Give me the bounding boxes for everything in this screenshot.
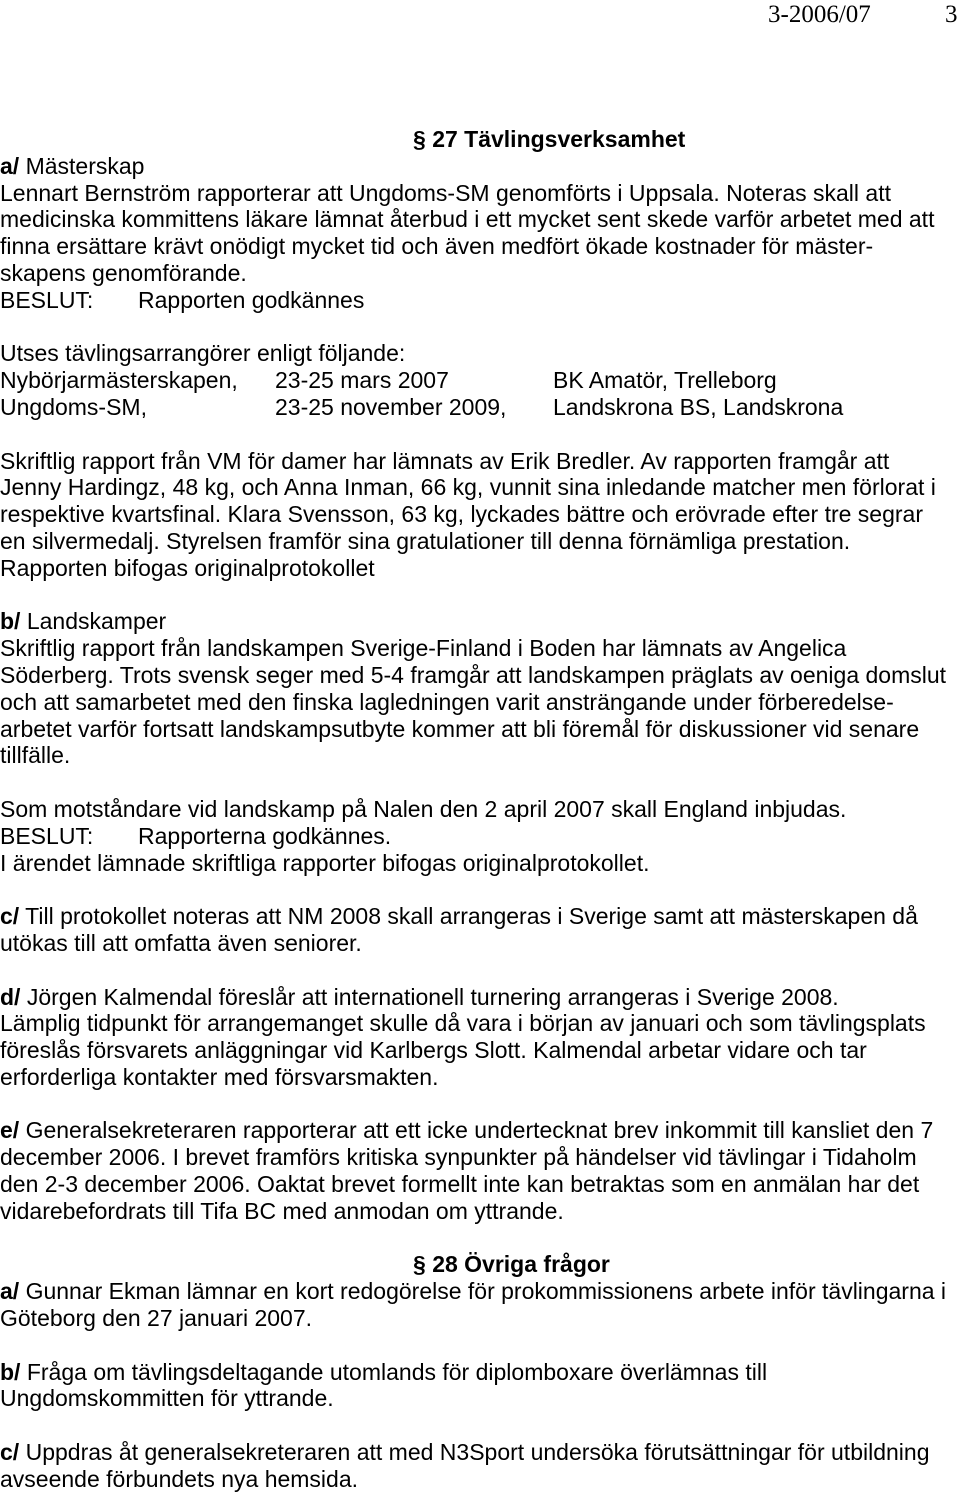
text-line: medicinska kommittens läkare lämnat återbud i ett mycket sent skede varför arbetet med att [0, 206, 935, 233]
section-title: 28 Övriga frågor [432, 1251, 610, 1278]
decision-text: Rapporten godkännes [138, 286, 365, 313]
item-label: e/ [0, 1117, 20, 1144]
text-line: Lennart Bernström rapporterar att Ungdoms-SM genomförts i Uppsala. Noteras skall att [0, 179, 891, 206]
decision-line [0, 287, 960, 314]
item-label: a/ [0, 152, 20, 179]
protocol-body [0, 126, 960, 1493]
text-line: avseende förbundets nya hemsida. [0, 1465, 359, 1492]
text-line: utökas till att omfatta även seniorer. [0, 929, 362, 956]
decision-label: BESLUT: [0, 286, 94, 313]
decision-label: BESLUT: [0, 822, 94, 849]
item-b-line [0, 1359, 960, 1386]
text-line: skapens genomförande. [0, 259, 247, 286]
page-number: 3 [945, 1, 958, 28]
event-organizer: BK Amatör, Trelleborg [553, 367, 777, 394]
text-line: Göteborg den 27 januari 2007. [0, 1305, 313, 1332]
item-text: Gunnar Ekman lämnar en kort redogörelse för prokommissionens arbete inför tävlingarna i [25, 1278, 947, 1305]
text-line: december 2006. I brevet framförs kritiska synpunkter på händelser vid tävlingar i Tidaholm [0, 1144, 917, 1171]
item-a-line [0, 1278, 960, 1305]
paragraph-spacer [0, 421, 960, 448]
item-label: c/ [0, 903, 20, 930]
document-number: 3-2006/07 [768, 1, 871, 28]
section-symbol: § [413, 126, 426, 152]
text-line: arbetet varför fortsatt landskampsutbyte kommer att bli föremål för diskussioner vid senare [0, 715, 920, 742]
item-label: b/ [0, 608, 21, 635]
text-line: föreslås försvarets anläggningar vid Karlbergs Slott. Kalmendal arbetar vidare och tar [0, 1037, 867, 1064]
decision-text: Rapporterna godkännes. [138, 822, 392, 849]
item-d-line [0, 984, 960, 1011]
item-text: Till protokollet noteras att NM 2008 skall arrangeras i Sverige samt att mästerskapen då [25, 903, 918, 930]
item-c-line [0, 1439, 960, 1466]
item-label: d/ [0, 983, 21, 1010]
text-line: tillfälle. [0, 742, 71, 769]
text-line: och att samarbetet med den finska lagledningen varit ansträngande under förberedelse- [0, 688, 894, 715]
decision-line [0, 823, 960, 850]
paragraph-spacer [0, 876, 960, 903]
text-line: Skriftlig rapport från VM för damer har lämnats av Erik Bredler. Av rapporten framgår att [0, 447, 890, 474]
section-title: 27 Tävlingsverksamhet [432, 126, 686, 152]
text-line: I ärendet lämnade skriftliga rapporter bifogas originalprotokollet. [0, 849, 650, 876]
item-label: a/ [0, 1278, 20, 1305]
organizer-row [0, 367, 960, 394]
text-line: Rapporten bifogas originalprotokollet [0, 554, 375, 581]
event-organizer: Landskrona BS, Landskrona [553, 393, 844, 420]
paragraph-spacer [0, 957, 960, 984]
organizer-row [0, 394, 960, 421]
event-date: 23-25 november 2009, [275, 393, 507, 420]
item-heading: Mästerskap [25, 152, 145, 179]
item-heading: Landskamper [26, 608, 167, 635]
paragraph-spacer [0, 314, 960, 341]
text-line: Utses tävlingsarrangörer enligt följande: [0, 340, 406, 367]
item-text: Fråga om tävlingsdeltagande utomlands för diplomboxare överlämnas till [26, 1358, 768, 1385]
paragraph-spacer [0, 582, 960, 609]
event-date: 23-25 mars 2007 [275, 367, 449, 394]
paragraph-spacer [0, 1091, 960, 1118]
text-line: Skriftlig rapport från landskampen Sverige-Finland i Boden har lämnats av Angelica [0, 635, 847, 662]
paragraph-spacer [0, 1332, 960, 1359]
item-e-line [0, 1117, 960, 1144]
text-line: finna ersättare krävt onödigt mycket tid och även medfört ökade kostnader för mäster- [0, 233, 874, 260]
text-line: erforderliga kontakter med försvarsmakten. [0, 1063, 439, 1090]
item-label: c/ [0, 1439, 20, 1466]
item-c-line [0, 903, 960, 930]
text-line: Ungdomskommitten för yttrande. [0, 1385, 334, 1412]
text-line: vidarebefordrats till Tifa BC med anmodan om yttrande. [0, 1197, 564, 1224]
item-text: Generalsekreteraren rapporterar att ett icke undertecknat brev inkommit till kansliet den 7 [25, 1117, 934, 1144]
item-b-heading [0, 608, 960, 635]
item-a-heading [0, 153, 960, 180]
text-line: Som motståndare vid landskamp på Nalen den 2 april 2007 skall England inbjudas. [0, 795, 847, 822]
text-line: respektive kvartsfinal. Klara Svensson, 63 kg, lyckades bättre och erövrade efter tre segrar [0, 501, 923, 528]
section-heading-28 [0, 1251, 960, 1278]
text-line: Söderberg. Trots svensk seger med 5-4 framgår att landskampen präglats av oeniga domslut [0, 661, 947, 688]
event-name: Nybörjarmästerskapen, [0, 367, 238, 394]
item-text: Uppdras åt generalsekreteraren att med N3Sport undersöka förutsättningar för utbildning [25, 1439, 930, 1466]
paragraph-spacer [0, 1412, 960, 1439]
text-line: den 2-3 december 2006. Oaktat brevet formellt inte kan betraktas som en anmälan har det [0, 1171, 920, 1198]
text-line: Jenny Hardingz, 48 kg, och Anna Inman, 66 kg, vunnit sina inledande matcher men förlorat i [0, 474, 936, 501]
section-symbol: § [413, 1251, 426, 1278]
item-label: b/ [0, 1358, 21, 1385]
paragraph-spacer [0, 769, 960, 796]
text-line: Lämplig tidpunkt för arrangemanget skulle då vara i början av januari och som tävlingsplats [0, 1010, 926, 1037]
text-line: en silvermedalj. Styrelsen framför sina gratulationer till denna förnämliga prestation. [0, 527, 851, 554]
event-name: Ungdoms-SM, [0, 393, 147, 420]
item-text: Jörgen Kalmendal föreslår att internationell turnering arrangeras i Sverige 2008. [26, 983, 839, 1010]
section-heading-27 [0, 126, 960, 153]
paragraph-spacer [0, 1225, 960, 1252]
